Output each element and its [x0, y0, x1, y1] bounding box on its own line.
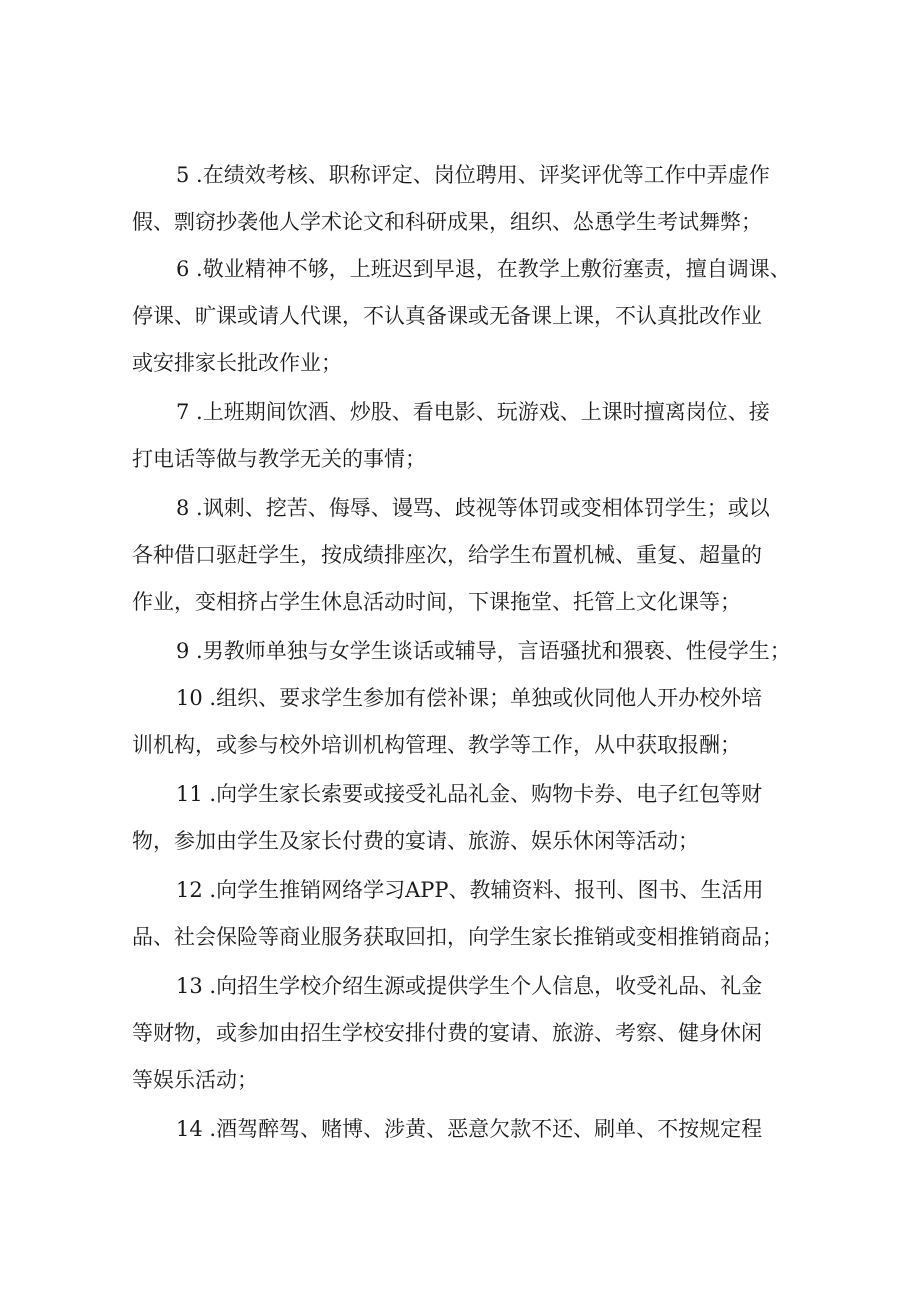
text-line: [0, 678, 920, 718]
line-text: 9 .男教师单独与女学生谈话或辅导，言语骚扰和猥亵、性侵学生；: [176, 639, 791, 663]
text-line: [0, 296, 920, 336]
text-line: [0, 917, 920, 957]
line-text: 12 .向学生推销网络学习APP、教辅资料、报刊、图书、生活用: [176, 878, 764, 902]
text-line: [0, 774, 920, 814]
text-line: [0, 249, 920, 289]
text-line: [0, 725, 920, 765]
line-text: 各种借口驱赶学生，按成绩排座次，给学生布置机械、重复、超量的: [132, 543, 762, 567]
text-line: [0, 535, 920, 575]
line-text: 物，参加由学生及家长付费的宴请、旅游、娱乐休闲等活动；: [132, 829, 699, 853]
text-line: [0, 1109, 920, 1149]
line-text: 11 .向学生家长索要或接受礼品礼金、购物卡券、电子红包等财: [176, 782, 763, 806]
line-text: 品、社会保险等商业服务获取回扣，向学生家长推销或变相推销商品；: [132, 925, 783, 949]
line-text: 8 .讽刺、挖苦、侮辱、谩骂、歧视等体罚或变相体罚学生；或以: [176, 496, 770, 520]
text-line: [0, 488, 920, 528]
line-text: 假、剽窃抄袭他人学术论文和科研成果，组织、怂恿学生考试舞弊；: [132, 210, 762, 234]
text-line: [0, 392, 920, 432]
line-text: 7 .上班期间饮酒、炒股、看电影、玩游戏、上课时擅离岗位、接: [176, 400, 770, 424]
text-line: [0, 343, 920, 383]
line-text: 打电话等做与教学无关的事情；: [132, 447, 426, 471]
text-line: [0, 439, 920, 479]
line-text: 5 .在绩效考核、职称评定、岗位聘用、评奖评优等工作中弄虚作: [176, 163, 770, 187]
line-text: 训机构，或参与校外培训机构管理、教学等工作，从中获取报酬；: [132, 733, 741, 757]
line-text: 等财物，或参加由招生学校安排付费的宴请、旅游、考察、健身休闲: [132, 1021, 762, 1045]
text-line: [0, 631, 920, 671]
text-line: [0, 155, 920, 195]
line-text: 13 .向招生学校介绍生源或提供学生个人信息，收受礼品、礼金: [176, 974, 763, 998]
line-text: 作业，变相挤占学生休息活动时间，下课拖堂、托管上文化课等；: [132, 590, 741, 614]
text-line: [0, 821, 920, 861]
text-line: [0, 1013, 920, 1053]
text-line: [0, 870, 920, 910]
text-line: [0, 202, 920, 242]
line-text: 14 .酒驾醉驾、赌博、涉黄、恶意欠款不还、刷单、不按规定程: [176, 1117, 763, 1141]
text-line: [0, 582, 920, 622]
text-line: [0, 1060, 920, 1100]
line-text: 等娱乐活动；: [132, 1068, 258, 1092]
line-text: 停课、旷课或请人代课，不认真备课或无备课上课，不认真批改作业: [132, 304, 762, 328]
line-text: 10 .组织、要求学生参加有偿补课；单独或伙同他人开办校外培: [176, 686, 763, 710]
text-line: [0, 966, 920, 1006]
line-text: 6 .敬业精神不够，上班迟到早退，在教学上敷衍塞责，擅自调课、: [176, 257, 791, 281]
line-text: 或安排家长批改作业；: [132, 351, 342, 375]
